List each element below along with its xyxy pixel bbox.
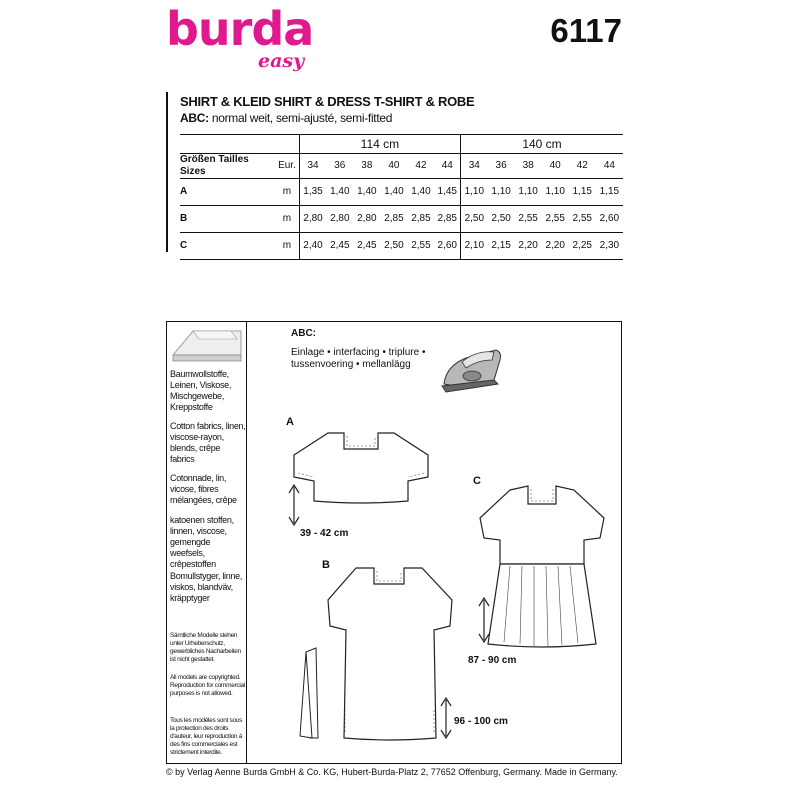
- row-label: C: [180, 233, 275, 260]
- value-cell: 2,80: [299, 206, 326, 233]
- pattern-number: 6117: [550, 12, 622, 49]
- size-cell: 38: [515, 154, 542, 179]
- value-cell: 1,15: [569, 179, 596, 206]
- value-cell: 2,50: [488, 206, 515, 233]
- size-cell: 36: [326, 154, 353, 179]
- pattern-title: SHIRT & KLEID SHIRT & DRESS T-SHIRT & ROBE: [180, 94, 475, 109]
- table-row: [180, 179, 623, 206]
- fabrics-sv: Bomullstyger, linne, viskos, blandväv, kräpptyger: [170, 571, 243, 603]
- value-cell: 2,60: [434, 233, 460, 260]
- view-c-drawing: [460, 478, 620, 653]
- eur-label: Eur.: [275, 154, 299, 179]
- table-row: [180, 206, 623, 233]
- view-b-length: 96 - 100 cm: [454, 716, 508, 727]
- fabrics-en: Cotton fabrics, linen, viscose-rayon, blends, crêpe fabrics: [170, 421, 246, 464]
- table-row: [180, 233, 623, 260]
- value-cell: 1,40: [353, 179, 380, 206]
- copyright-notice-fr: Tous les modèles sont sous la protection des droits d'auteur, leur reproduction à des fins commerciales est strictement interdite.: [170, 717, 243, 756]
- width-header-row: [180, 135, 623, 154]
- size-cell: 42: [569, 154, 596, 179]
- size-cell: 44: [596, 154, 623, 179]
- value-cell: 2,25: [569, 233, 596, 260]
- value-cell: 2,60: [596, 206, 623, 233]
- fabrics-de: Baumwollstoffe, Leinen, Viskose, Mischgewebe, Kreppstoffe: [170, 369, 232, 412]
- view-c-length: 87 - 90 cm: [468, 655, 517, 666]
- size-cell: 34: [461, 154, 488, 179]
- value-cell: 1,40: [326, 179, 353, 206]
- fabric-sidebar: [166, 321, 247, 764]
- size-cell: 34: [299, 154, 326, 179]
- value-cell: 2,55: [569, 206, 596, 233]
- value-cell: 1,15: [596, 179, 623, 206]
- value-cell: 1,35: [299, 179, 326, 206]
- row-label: A: [180, 179, 275, 206]
- brand-logo: burda: [166, 2, 314, 56]
- value-cell: 2,10: [461, 233, 488, 260]
- size-cell: 38: [353, 154, 380, 179]
- interfacing-text: Einlage • interfacing • triplure • tussenvoering • mellanlägg: [291, 347, 426, 370]
- width-header-114: 114 cm: [299, 135, 460, 154]
- pattern-subtitle: [180, 111, 392, 125]
- value-cell: 1,40: [407, 179, 434, 206]
- value-cell: 2,45: [326, 233, 353, 260]
- value-cell: 2,15: [488, 233, 515, 260]
- value-cell: 1,40: [380, 179, 407, 206]
- size-cell: 40: [380, 154, 407, 179]
- value-cell: 1,10: [515, 179, 542, 206]
- unit-cell: m: [275, 206, 299, 233]
- value-cell: 2,30: [596, 233, 623, 260]
- view-a-label: A: [286, 416, 294, 428]
- size-cell: 36: [488, 154, 515, 179]
- value-cell: 2,55: [515, 206, 542, 233]
- value-cell: 2,40: [299, 233, 326, 260]
- size-label: Größen Tailles Sizes: [180, 154, 275, 179]
- fabrics-fr: Cotonnade, lin, vicose, fibres mélangées, crêpe: [170, 473, 237, 505]
- size-cell: 44: [434, 154, 460, 179]
- fabric-swatch-icon: [171, 325, 243, 365]
- brand-sub-logo: easy: [258, 50, 305, 72]
- interfacing-label: ABC:: [291, 328, 316, 339]
- section-rule: [166, 92, 168, 252]
- size-cell: 40: [542, 154, 569, 179]
- view-b-label: B: [322, 559, 330, 571]
- value-cell: 2,80: [353, 206, 380, 233]
- value-cell: 2,85: [407, 206, 434, 233]
- view-a-drawing: [286, 425, 436, 530]
- unit-cell: m: [275, 233, 299, 260]
- value-cell: 2,50: [380, 233, 407, 260]
- size-cell: 42: [407, 154, 434, 179]
- view-c-label: C: [473, 475, 481, 487]
- row-label: B: [180, 206, 275, 233]
- value-cell: 2,85: [434, 206, 460, 233]
- value-cell: 2,80: [326, 206, 353, 233]
- value-cell: 1,10: [461, 179, 488, 206]
- size-header-row: [180, 154, 623, 179]
- subtitle-text: normal weit, semi-ajusté, semi-fitted: [208, 111, 393, 125]
- value-cell: 2,50: [461, 206, 488, 233]
- fabrics-nl: katoenen stoffen, linnen, viscose, gemengde weefsels, crêpestoffen: [170, 515, 234, 569]
- copyright-notice-en: All models are copyrighted. Reproduction for commercial purposes is not allowed.: [170, 674, 245, 697]
- value-cell: 2,45: [353, 233, 380, 260]
- copyright-footer: © by Verlag Aenne Burda GmbH & Co. KG, Hubert-Burda-Platz 2, 77652 Offenburg, Germany. Made in Germany.: [166, 767, 618, 777]
- copyright-notice-de: Sämtliche Modelle stehen unter Urheberschutz, gewerbliches Nacharbeiten ist nicht gestattet.: [170, 632, 241, 663]
- unit-cell: m: [275, 179, 299, 206]
- value-cell: 1,10: [488, 179, 515, 206]
- view-b-drawing: [296, 560, 466, 745]
- width-header-140: 140 cm: [461, 135, 623, 154]
- subtitle-bold: ABC:: [180, 111, 209, 125]
- value-cell: 2,55: [542, 206, 569, 233]
- iron-icon: [436, 340, 508, 398]
- value-cell: 1,45: [434, 179, 460, 206]
- value-cell: 2,20: [542, 233, 569, 260]
- value-cell: 1,10: [542, 179, 569, 206]
- value-cell: 2,20: [515, 233, 542, 260]
- view-a-length: 39 - 42 cm: [300, 528, 349, 539]
- yardage-table: [180, 134, 623, 260]
- value-cell: 2,55: [407, 233, 434, 260]
- value-cell: 2,85: [380, 206, 407, 233]
